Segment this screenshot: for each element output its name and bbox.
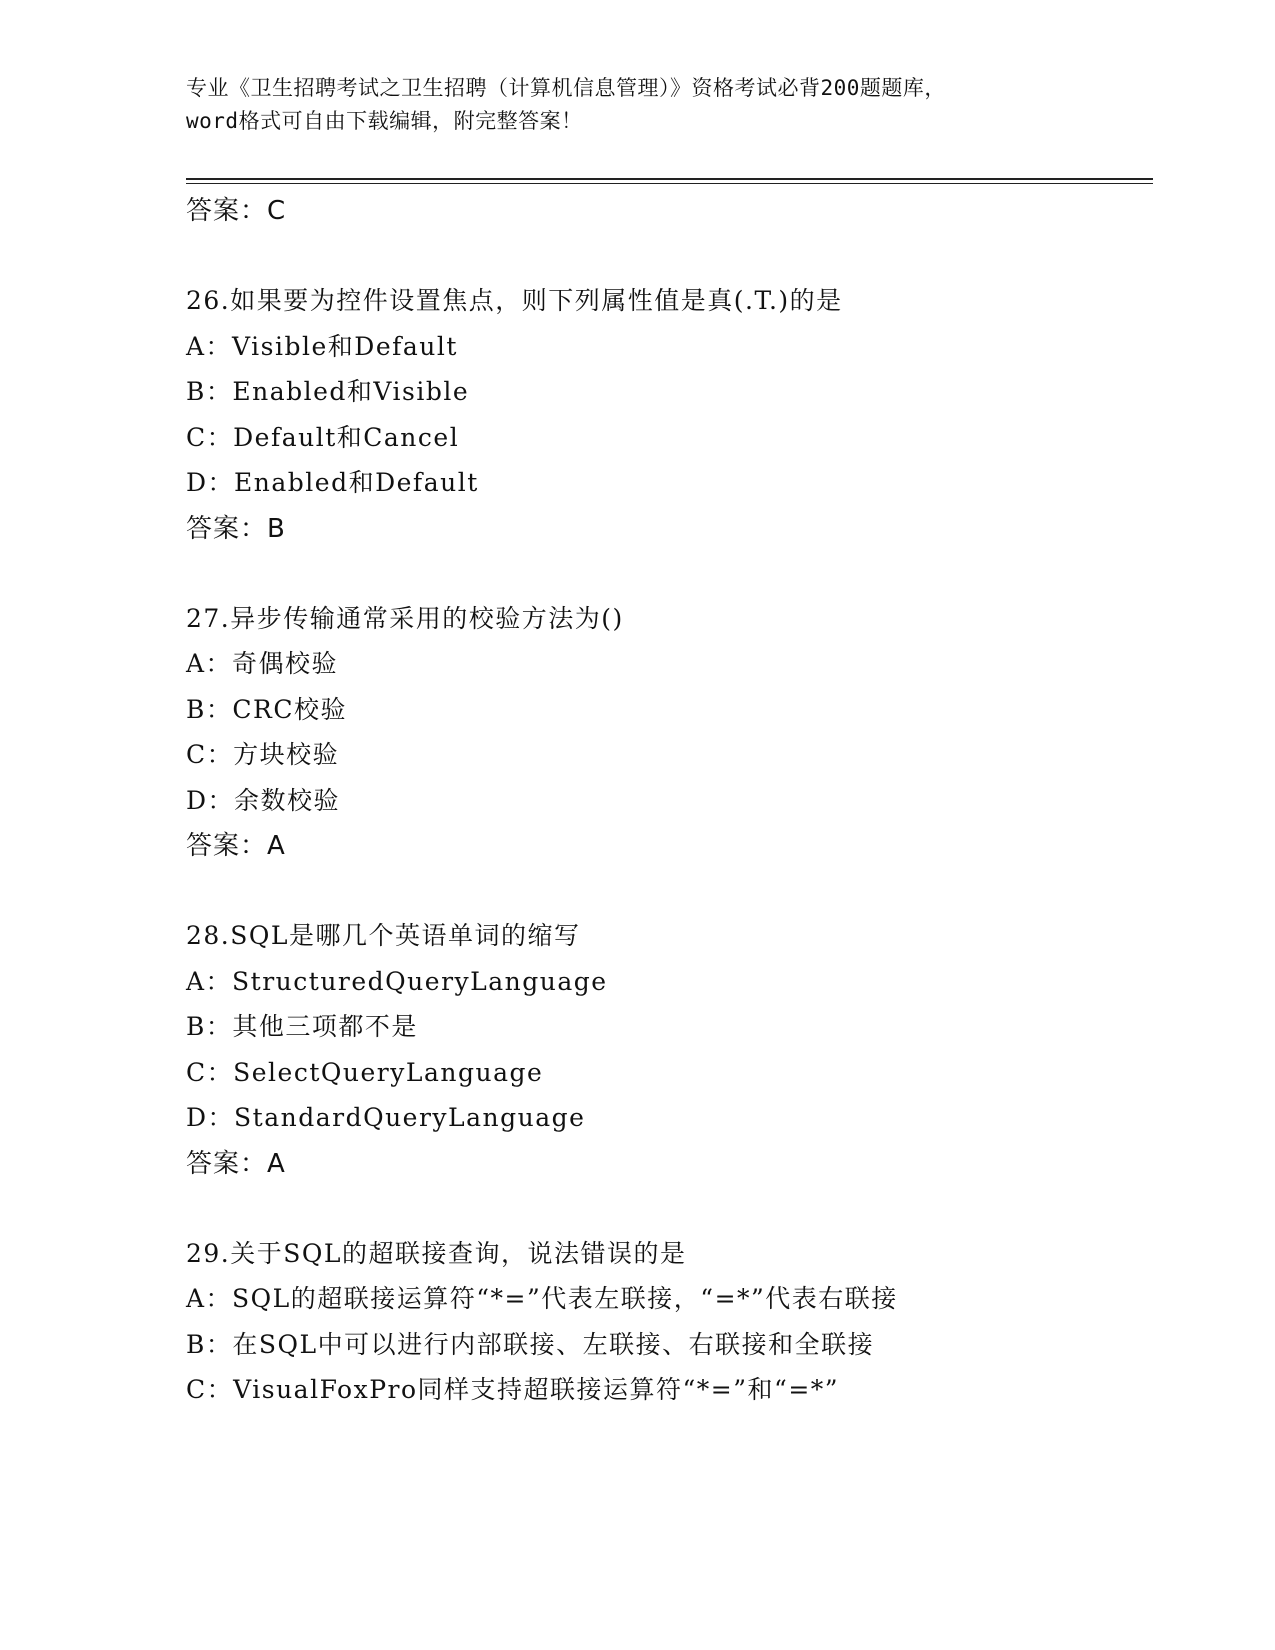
option-b: B：其他三项都不是 <box>186 1012 418 1041</box>
question-stem: 26.如果要为控件设置焦点，则下列属性值是真(.T.)的是 <box>186 286 843 315</box>
question-list <box>186 188 1153 1413</box>
question-29 <box>186 1231 1153 1413</box>
question-stem: 28.SQL是哪几个英语单词的缩写 <box>186 921 581 950</box>
header-divider <box>186 178 1153 180</box>
option-a: A：Visible和Default <box>186 331 458 361</box>
option-d: D：StandardQueryLanguage <box>186 1103 586 1132</box>
option-b: B：在SQL中可以进行内部联接、左联接、右联接和全联接 <box>186 1329 875 1359</box>
previous-answer: 答案：C <box>186 196 287 226</box>
option-b: B：Enabled和Visible <box>186 377 470 406</box>
question-stem: 27.异步传输通常采用的校验方法为() <box>186 603 624 633</box>
document-header <box>186 72 1086 138</box>
option-c: C：SelectQueryLanguage <box>186 1057 544 1087</box>
option-b: B：CRC校验 <box>186 694 347 724</box>
answer: 答案：B <box>186 513 286 544</box>
option-c: C：Default和Cancel <box>186 422 460 452</box>
option-c: C：VisualFoxPro同样支持超联接运算符“*=”和“=*” <box>186 1375 840 1404</box>
option-d: D：Enabled和Default <box>186 468 479 497</box>
option-c: C：方块校验 <box>186 740 340 769</box>
question-stem: 29.关于SQL的超联接查询，说法错误的是 <box>186 1238 687 1268</box>
option-d: D：余数校验 <box>186 785 341 815</box>
option-a: A：奇偶校验 <box>186 649 339 678</box>
header-line-1: 专业《卫生招聘考试之卫生招聘（计算机信息管理）》资格考试必背200题题库， <box>186 76 946 100</box>
header-divider-thin <box>186 183 1153 184</box>
question-27 <box>186 596 1153 870</box>
option-a: A：StructuredQueryLanguage <box>186 966 608 996</box>
header-line-2: word格式可自由下载编辑，附完整答案！ <box>186 109 583 133</box>
question-26 <box>186 278 1153 552</box>
question-28 <box>186 913 1153 1187</box>
option-a: A：SQL的超联接运算符“*=”代表左联接，“=*”代表右联接 <box>186 1284 898 1313</box>
answer: 答案：A <box>186 1148 286 1179</box>
answer: 答案：A <box>186 831 286 861</box>
